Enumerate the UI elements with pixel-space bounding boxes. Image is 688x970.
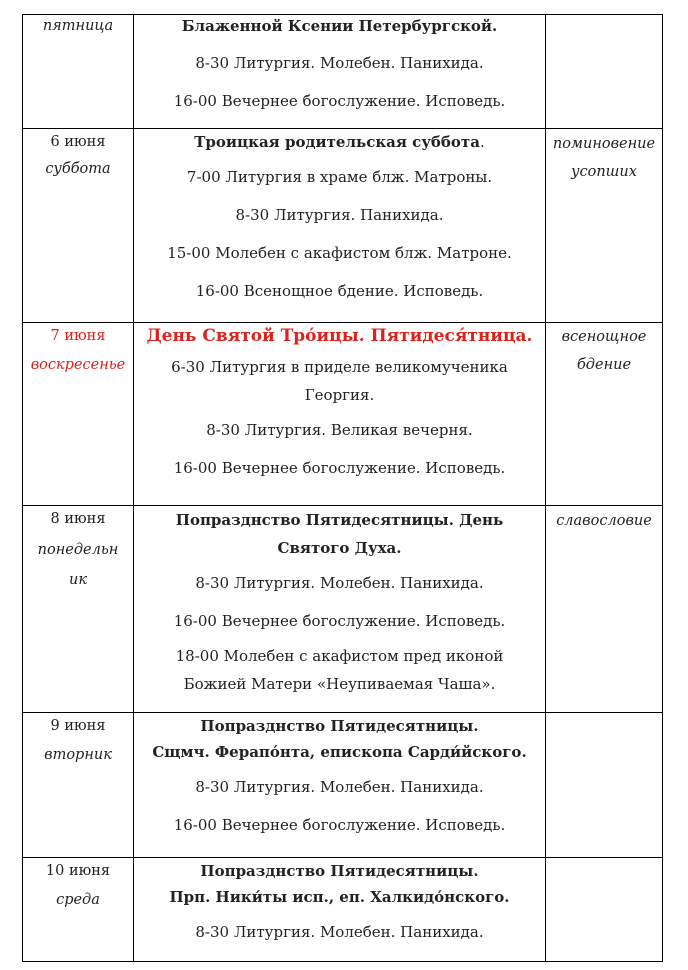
day-title: Попразднство Пятидесятницы. <box>200 717 479 735</box>
service-line: 6-30 Литургия в приделе великомученика Георгия. <box>171 358 508 404</box>
service-line: 8-30 Литургия. Молебен. Панихида. <box>195 923 484 941</box>
day-title: Попразднство Пятидесятницы. <box>200 862 479 880</box>
note-cell <box>546 713 663 858</box>
weekday: среда <box>56 892 100 908</box>
service-line: 15-00 Молебен с акафистом блж. Матроне. <box>167 244 512 262</box>
service-line: 8-30 Литургия. Молебен. Панихида. <box>195 54 484 72</box>
date-cell <box>23 129 134 323</box>
weekday: пятница <box>42 18 114 34</box>
date: 10 июня <box>45 863 111 879</box>
service-line: 8-30 Литургия. Молебен. Панихида. <box>195 574 484 592</box>
day-title: Попразднство Пятидесятницы. День Святого Духа. <box>175 511 504 557</box>
services-cell <box>134 129 546 323</box>
service-line: 16-00 Вечернее богослужение. Исповедь. <box>173 92 506 110</box>
table-row <box>23 129 663 323</box>
date-cell <box>23 15 134 129</box>
date: 7 июня <box>50 328 106 344</box>
services-cell <box>134 713 546 858</box>
table-row <box>23 506 663 713</box>
date-cell <box>23 858 134 962</box>
note-text: всенощное бдение <box>561 329 647 373</box>
date-cell <box>23 506 134 713</box>
note-cell <box>546 323 663 506</box>
table-row <box>23 713 663 858</box>
day-subtitle: Сщмч. Ферапо́нта, епископа Сарди́йского. <box>152 743 527 761</box>
note-cell <box>546 506 663 713</box>
service-line: 8-30 Литургия. Молебен. Панихида. <box>195 778 484 796</box>
weekday: суббота <box>45 161 111 177</box>
schedule-table <box>22 14 663 962</box>
table-row <box>23 323 663 506</box>
table-row <box>23 15 663 129</box>
schedule-sheet <box>22 14 662 962</box>
note-text: поминовение усопших <box>552 136 656 180</box>
date: 8 июня <box>50 511 106 527</box>
services-cell <box>134 15 546 129</box>
date: 9 июня <box>50 718 106 734</box>
service-line: 8-30 Литургия. Панихида. <box>235 206 444 224</box>
services-cell <box>134 506 546 713</box>
weekday: воскресенье <box>30 357 126 373</box>
note-cell <box>546 15 663 129</box>
service-line: 7-00 Литургия в храме блж. Матроны. <box>186 168 493 186</box>
note-cell <box>546 129 663 323</box>
service-line: 16-00 Вечернее богослужение. Исповедь. <box>173 459 506 477</box>
service-line: 16-00 Всенощное бдение. Исповедь. <box>195 282 484 300</box>
note-cell <box>546 858 663 962</box>
services-cell <box>134 858 546 962</box>
service-line: 18-00 Молебен с акафистом пред иконой Божией Матери «Неупиваемая Чаша». <box>175 647 504 693</box>
service-line: 16-00 Вечернее богослужение. Исповедь. <box>173 816 506 834</box>
weekday: понедельник <box>37 542 119 588</box>
day-title: Блаженной Ксении Петербургской. <box>181 17 498 35</box>
table-row <box>23 858 663 962</box>
weekday: вторник <box>44 747 112 763</box>
day-title-text: Троицкая родительская суббота <box>194 133 480 151</box>
day-title: Троицкая родительская суббота. <box>194 133 485 151</box>
date-cell <box>23 323 134 506</box>
note-text: славословие <box>556 513 652 529</box>
date: 6 июня <box>50 134 106 150</box>
service-line: 16-00 Вечернее богослужение. Исповедь. <box>173 612 506 630</box>
day-title: День Святой Тро́ицы. Пятидеся́тница. <box>146 326 533 346</box>
date-cell <box>23 713 134 858</box>
services-cell <box>134 323 546 506</box>
service-line: 8-30 Литургия. Великая вечерня. <box>206 421 473 439</box>
day-subtitle: Прп. Ники́ты исп., еп. Халкидо́нского. <box>169 888 510 906</box>
